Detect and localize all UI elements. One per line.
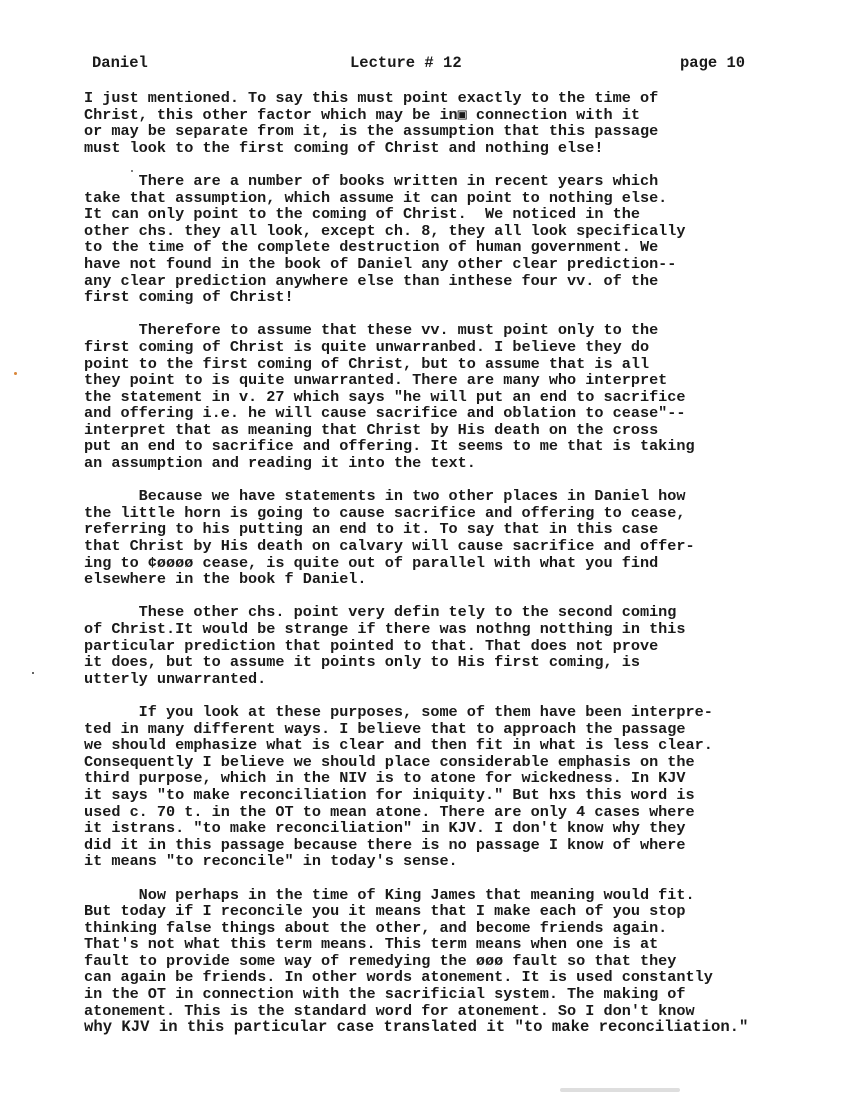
text-line: first coming of Christ is quite unwarranbed. I believe they do (84, 337, 650, 356)
text-line: Because we have statements in two other places in Daniel how (84, 487, 686, 506)
text-line: can again be friends. In other words atonement. It is used constantly (84, 968, 713, 987)
text-line: These other chs. point very defin tely to the second coming (84, 603, 677, 622)
page-header (0, 54, 845, 76)
text-line: atonement. This is the standard word for atonement. So I don't know (84, 1001, 695, 1020)
text-line: it means "to reconcile" in today's sense. (84, 852, 458, 871)
text-line: I just mentioned. To say this must point exactly to the time of (84, 89, 659, 107)
ink-speck (14, 372, 17, 375)
text-line: it says "to make reconciliation for iniquity." But hxs this word is (84, 785, 695, 804)
header-page-number: page 10 (680, 54, 746, 72)
text-line: Consequently I believe we should place considerable emphasis on the (84, 752, 695, 771)
text-line: That's not what this term means. This term means when one is at (84, 935, 659, 954)
text-line: elsewhere in the book f Daniel. (84, 570, 367, 589)
text-line: take that assumption, which assume it can point to nothing else. (84, 188, 668, 207)
text-line: But today if I reconcile you it means that I make each of you stop (84, 902, 686, 921)
text-line: It can only point to the coming of Christ. We noticed in the (84, 205, 640, 224)
text-line: If you look at these purposes, some of them have been interpre- (84, 702, 713, 721)
text-line: Therefore to assume that these vv. must point only to the (84, 321, 659, 340)
text-line: the statement in v. 27 which says "he will put an end to sacrifice (84, 387, 686, 406)
text-line: it does, but to assume it points only to His first coming, is (84, 653, 640, 672)
text-line: Now perhaps in the time of King James that meaning would fit. (84, 885, 695, 904)
paragraph (84, 704, 804, 870)
text-line: any clear prediction anywhere else than inthese four vv. of the (84, 271, 659, 290)
text-line: other chs. they all look, except ch. 8, they all look specifically (84, 221, 686, 240)
scan-smudge (560, 1088, 680, 1092)
text-line: used c. 70 t. in the OT to mean atone. There are only 4 cases where (84, 802, 695, 821)
text-line: ing to ¢øøøø cease, is quite out of parallel with what you find (84, 553, 659, 572)
text-line: third purpose, which in the NIV is to atone for wickedness. In KJV (84, 769, 686, 788)
text-line: put an end to sacrifice and offering. It seems to me that is taking (84, 437, 695, 456)
text-line: utterly unwarranted. (84, 669, 267, 688)
ink-speck (131, 170, 133, 172)
text-line: thinking false things about the other, and become friends again. (84, 918, 668, 937)
text-line: we should emphasize what is clear and then fit in what is less clear. (84, 736, 713, 755)
paragraph (84, 322, 804, 471)
header-title: Daniel (92, 54, 148, 72)
paragraph (84, 173, 804, 306)
text-line: why KJV in this particular case translated it "to make reconciliation." (84, 1018, 749, 1037)
text-line: ted in many different ways. I believe that to approach the passage (84, 719, 686, 738)
text-line: interpret that as meaning that Christ by His death on the cross (84, 420, 659, 439)
text-line: particular prediction that pointed to that. That does not prove (84, 636, 659, 655)
text-line: that Christ by His death on calvary will cause sacrifice and offer- (84, 537, 695, 556)
text-line: fault to provide some way of remedying the øøø fault so that they (84, 951, 677, 970)
text-line: referring to his putting an end to it. To say that in this case (84, 520, 659, 539)
text-line: Christ, this other factor which may be in▣ connection with it (84, 105, 640, 124)
text-line: or may be separate from it, is the assumption that this passage (84, 122, 659, 141)
text-line: of Christ.It would be strange if there was nothng notthing in this (84, 620, 686, 638)
text-line: point to the first coming of Christ, but to assume that is all (84, 354, 650, 373)
text-line: an assumption and reading it into the text. (84, 454, 476, 473)
text-line: There are a number of books written in recent years which (84, 171, 659, 190)
text-line: did it in this passage because there is no passage I know of where (84, 835, 686, 854)
text-line: have not found in the book of Daniel any other clear prediction-- (84, 254, 677, 273)
text-line: to the time of the complete destruction of human government. We (84, 238, 659, 257)
body-text (84, 90, 804, 1052)
paragraph (84, 488, 804, 588)
paragraph (84, 90, 804, 156)
text-line: they point to is quite unwarranted. There are many who interpret (84, 371, 668, 390)
text-line: in the OT in connection with the sacrificial system. The making of (84, 985, 686, 1004)
ink-speck (32, 672, 34, 674)
text-line: the little horn is going to cause sacrifice and offering to cease, (84, 503, 686, 522)
text-line: first coming of Christ! (84, 288, 294, 307)
text-line: it istrans. "to make reconciliation" in KJV. I don't know why they (84, 819, 686, 838)
text-line: must look to the first coming of Christ and nothing else! (84, 138, 604, 157)
paragraph (84, 887, 804, 1036)
paragraph (84, 604, 804, 687)
header-lecture-number: Lecture # 12 (350, 54, 462, 72)
text-line: and offering i.e. he will cause sacrifice and oblation to cease"-- (84, 404, 686, 423)
